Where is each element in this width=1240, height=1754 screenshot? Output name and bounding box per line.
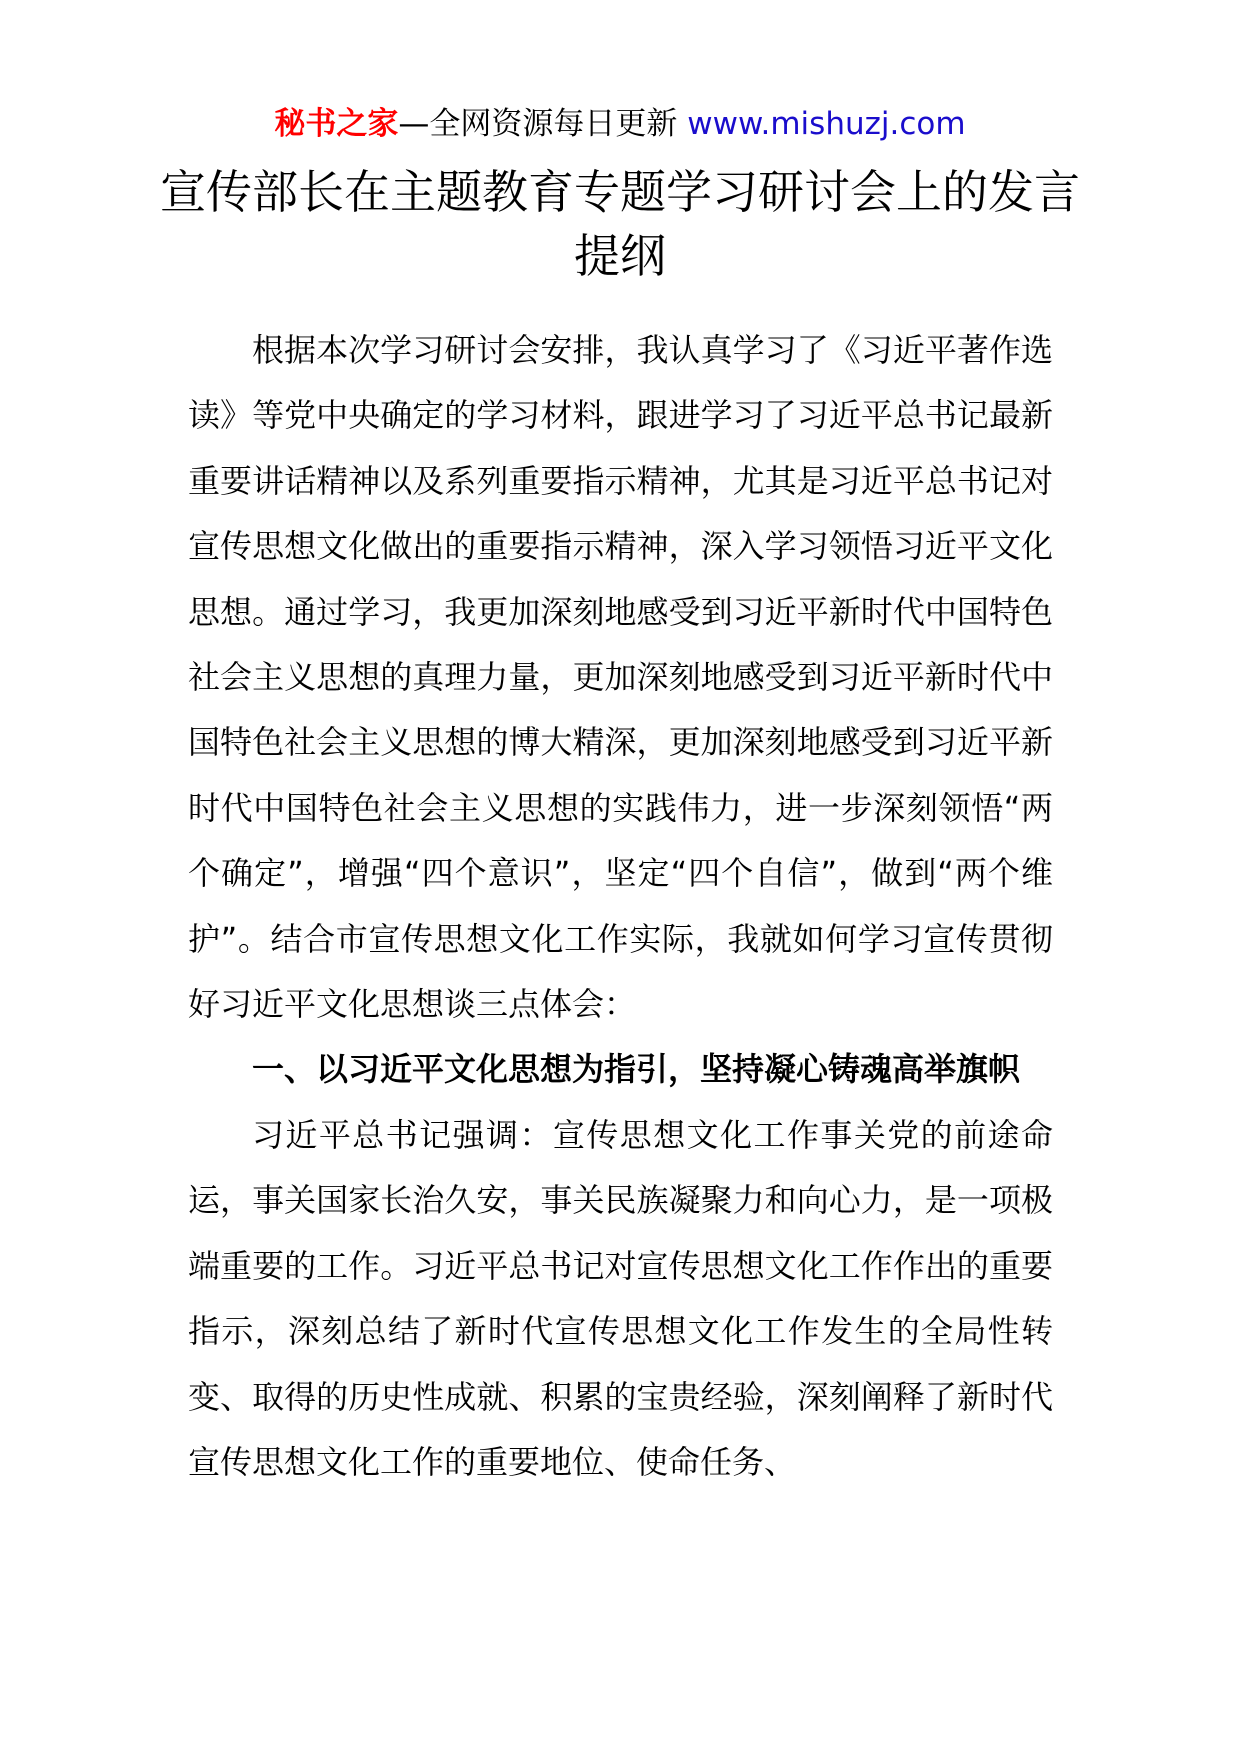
- site-header: [0, 104, 1240, 144]
- section-paragraph: 习近平总书记强调：宣传思想文化工作事关党的前途命运，事关国家长治久安，事关民族凝聚力和向心力，是一项极端重要的工作。习近平总书记对宣传思想文化工作作出的重要指示，深刻总结了新时代宣传思想文化工作发生的全局性转变、取得的历史性成就、积累的宝贵经验，深刻阐释了新时代宣传思想文化工作的重要地位、使命任务、: [188, 1115, 1053, 1481]
- site-url-link[interactable]: www.mishuzj.com: [687, 106, 966, 142]
- intro-paragraph: 根据本次学习研讨会安排，我认真学习了《习近平著作选读》等党中央确定的学习材料，跟进学习了习近平总书记最新重要讲话精神以及系列重要指示精神，尤其是习近平总书记对宣传思想文化做出的重要指示精神，深入学习领悟习近平文化思想。通过学习，我更加深刻地感受到习近平新时代中国特色社会主义思想的真理力量，更加深刻地感受到习近平新时代中国特色社会主义思想的博大精深，更加深刻地感受到习近平新时代中国特色社会主义思想的实践伟力，进一步深刻领悟“两个确定”，增强“四个意识”，坚定“四个自信”，做到“两个维护”。结合市宣传思想文化工作实际，我就如何学习宣传贯彻好习近平文化思想谈三点体会：: [188, 331, 1053, 1024]
- section-heading: 一、以习近平文化思想为指引，坚持凝心铸魂高举旗帜: [252, 1050, 1021, 1089]
- header-tagline: —全网资源每日更新: [398, 106, 678, 142]
- brand-name: 秘书之家: [274, 106, 399, 142]
- document-title: 宣传部长在主题教育专题学习研讨会上的发言提纲: [160, 165, 1080, 283]
- document-body: [188, 318, 1053, 1495]
